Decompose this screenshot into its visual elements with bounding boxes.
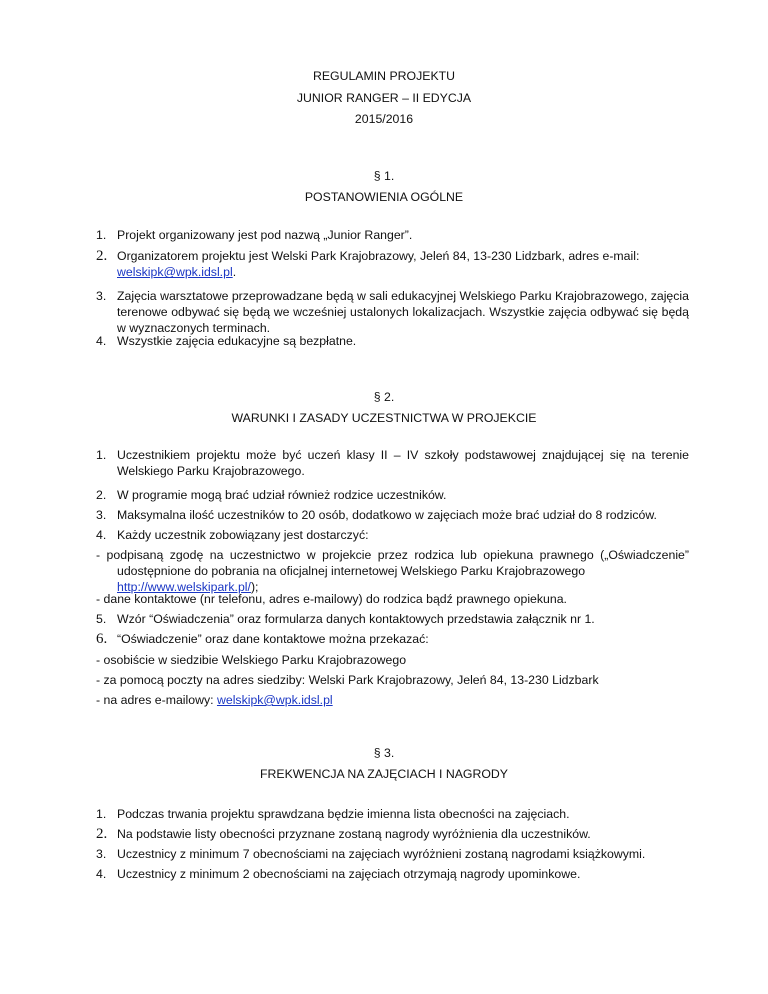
item-number: 1. (96, 228, 107, 242)
section-1-item-4 (96, 333, 689, 349)
section-3-item-1 (96, 806, 689, 822)
dash-text-end: ); (250, 580, 259, 595)
section-1-item-1 (96, 227, 689, 243)
item-number: 3. (96, 508, 107, 522)
section-3-item-3 (96, 846, 689, 862)
item-text: Organizatorem projektu jest Welski Park Krajobrazowy, Jeleń 84, 13-230 Lidzbark, adres e-mail: (117, 249, 640, 263)
section-2-item-3 (96, 507, 689, 523)
item-number: 4. (96, 334, 107, 348)
item-number: 4. (96, 528, 107, 542)
item-text: Podczas trwania projektu sprawdzana będzie imienna lista obecności na zajęciach. (117, 807, 570, 821)
dash-text: - na adres e-mailowy: (96, 693, 217, 707)
section-1-item-2 (96, 248, 696, 280)
item-number: 2. (96, 488, 107, 502)
item-text: Uczestnikiem projektu może być uczeń klasy II – IV szkoły podstawowej znajdującej się na terenie Welskiego Parku Krajobrazowego. (117, 448, 689, 479)
section-1-number: § 1. (373, 169, 395, 183)
section-1-title: POSTANOWIENIA OGÓLNE (304, 190, 464, 204)
item-number: 3. (96, 289, 107, 303)
item-text: Uczestnicy z minimum 7 obecnościami na zajęciach wyróżnieni zostaną nagrodami książkowymi. (117, 847, 646, 861)
section-2-dash-in-person (96, 652, 689, 668)
section-3-item-2 (96, 826, 689, 842)
doc-subtitle: JUNIOR RANGER – II EDYCJA (296, 91, 472, 105)
section-2-dash-consent (96, 547, 689, 596)
dash-text: - podpisaną zgodę na uczestnictwo w projekcie przez rodzica lub opiekuna prawnego („Oświadczenie” udostępnione do pobrania na oficjalnej internetowej Welskiego Parku Krajobrazowego (96, 548, 689, 579)
item-text: Maksymalna ilość uczestników to 20 osób, dodatkowo w zajęciach może brać udział do 8 rodziców. (117, 508, 657, 522)
section-2-dash-post (96, 672, 689, 688)
section-2-item-6 (96, 631, 689, 647)
item-number: 2. (96, 826, 108, 842)
section-3-number: § 3. (373, 746, 395, 760)
section-2-dash-contact (96, 591, 689, 607)
item-text: Projekt organizowany jest pod nazwą „Junior Ranger”. (117, 228, 413, 242)
item-number: 6. (96, 631, 108, 647)
item-number: 1. (96, 807, 107, 821)
email-link[interactable]: welskipk@wpk.idsl.pl (216, 693, 333, 707)
item-text: Wzór “Oświadczenia” oraz formularza danych kontaktowych przedstawia załącznik nr 1. (117, 612, 595, 626)
section-2-item-5 (96, 611, 689, 627)
section-1-item-3 (96, 288, 689, 337)
section-2-item-4 (96, 527, 689, 543)
item-text: “Oświadczenie” oraz dane kontaktowe można przekazać: (117, 632, 429, 646)
dash-text: - dane kontaktowe (nr telefonu, adres e-mailowy) do rodzica bądź prawnego opiekuna. (96, 592, 567, 606)
item-number: 1. (96, 448, 107, 462)
dash-text: - osobiście w siedzibie Welskiego Parku Krajobrazowego (96, 653, 407, 667)
item-text: W programie mogą brać udział również rodzice uczestników. (117, 488, 447, 502)
section-3-item-4 (96, 866, 689, 882)
item-number: 5. (96, 612, 107, 626)
item-text: Zajęcia warsztatowe przeprowadzane będą w sali edukacyjnej Welskiego Parku Krajobrazowego, zajęcia terenowe odbywać się będą we wcześniej ustalonych lokalizacjach. Wszystkie zajęcia odbywać się będą w wyznaczonych terminach. (117, 289, 689, 336)
item-number: 4. (96, 867, 107, 881)
section-2-item-2 (96, 487, 689, 503)
item-number: 2. (96, 248, 108, 264)
section-3-title: FREKWENCJA NA ZAJĘCIACH I NAGRODY (259, 767, 509, 781)
section-2-dash-email (96, 692, 689, 708)
item-number: 3. (96, 847, 107, 861)
item-text: Wszystkie zajęcia edukacyjne są bezpłatne. (117, 334, 357, 348)
item-text: Każdy uczestnik zobowiązany jest dostarczyć: (117, 528, 369, 542)
section-2-number: § 2. (373, 390, 395, 404)
doc-year: 2015/2016 (354, 112, 414, 126)
doc-title: REGULAMIN PROJEKTU (312, 69, 456, 83)
section-2-title: WARUNKI I ZASADY UCZESTNICTWA W PROJEKCIE (231, 411, 537, 425)
item-text: Na podstawie listy obecności przyznane zostaną nagrody wyróżnienia dla uczestników. (117, 827, 591, 841)
item-text-end: . (232, 265, 237, 280)
item-text: Uczestnicy z minimum 2 obecnościami na zajęciach otrzymają nagrody upominkowe. (117, 867, 581, 881)
dash-text: - za pomocą poczty na adres siedziby: Welski Park Krajobrazowy, Jeleń 84, 13-230 Lidzbark (96, 673, 599, 687)
website-link[interactable]: http://www.welskipark.pl/ (117, 580, 251, 595)
email-link[interactable]: welskipk@wpk.idsl.pl (117, 265, 233, 280)
section-2-item-1 (96, 447, 689, 479)
